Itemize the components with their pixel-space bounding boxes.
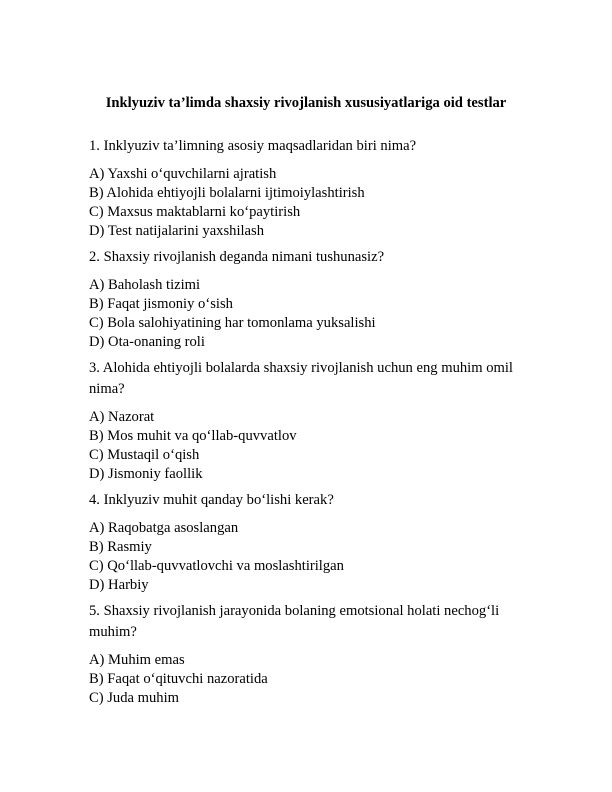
answer-option: B) Faqat o‘qituvchi nazoratida <box>89 671 268 687</box>
page-title: Inklyuziv ta’limda shaxsiy rivojlanish xususiyatlariga oid testlar <box>105 95 507 111</box>
question-text: 5. Shaxsiy rivojlanish jarayonida bolaning emotsional holati nechog‘li muhim? <box>89 603 500 640</box>
question-text: 1. Inklyuziv ta’limning asosiy maqsadlaridan biri nima? <box>89 138 417 154</box>
answer-option: A) Yaxshi o‘quvchilarni ajratish <box>89 166 277 182</box>
answer-options <box>89 165 529 241</box>
question-block-5 <box>89 601 529 708</box>
answer-option: C) Juda muhim <box>89 690 179 706</box>
answer-option: D) Harbiy <box>89 577 149 593</box>
question-block-4 <box>89 490 529 595</box>
question-text: 2. Shaxsiy rivojlanish deganda nimani tushunasiz? <box>89 249 385 265</box>
question-text: 4. Inklyuziv muhit qanday bo‘lishi kerak? <box>89 492 334 508</box>
answer-option: A) Baholash tizimi <box>89 277 201 293</box>
answer-option: C) Mustaqil o‘qish <box>89 447 200 463</box>
answer-option: D) Jismoniy faollik <box>89 466 203 482</box>
answer-option: B) Rasmiy <box>89 539 152 555</box>
answer-option: A) Muhim emas <box>89 652 185 668</box>
answer-option: A) Nazorat <box>89 409 155 425</box>
answer-option: B) Faqat jismoniy o‘sish <box>89 296 233 312</box>
test-content <box>89 136 529 714</box>
answer-option: C) Qo‘llab-quvvatlovchi va moslashtirilgan <box>89 558 344 574</box>
question-text: 3. Alohida ehtiyojli bolalarda shaxsiy rivojlanish uchun eng muhim omil nima? <box>89 360 513 397</box>
answer-options <box>89 651 529 708</box>
answer-option: C) Bola salohiyatining har tomonlama yuksalishi <box>89 315 376 331</box>
answer-options <box>89 408 529 484</box>
answer-options <box>89 519 529 595</box>
answer-option: D) Test natijalarini yaxshilash <box>89 223 265 239</box>
question-block-2 <box>89 247 529 352</box>
answer-option: B) Alohida ehtiyojli bolalarni ijtimoiylashtirish <box>89 185 365 201</box>
answer-option: C) Maxsus maktablarni ko‘paytirish <box>89 204 301 220</box>
question-block-3 <box>89 358 529 484</box>
answer-option: B) Mos muhit va qo‘llab-quvvatlov <box>89 428 297 444</box>
answer-options <box>89 276 529 352</box>
answer-option: A) Raqobatga asoslangan <box>89 520 239 536</box>
question-block-1 <box>89 136 529 241</box>
answer-option: D) Ota-onaning roli <box>89 334 205 350</box>
